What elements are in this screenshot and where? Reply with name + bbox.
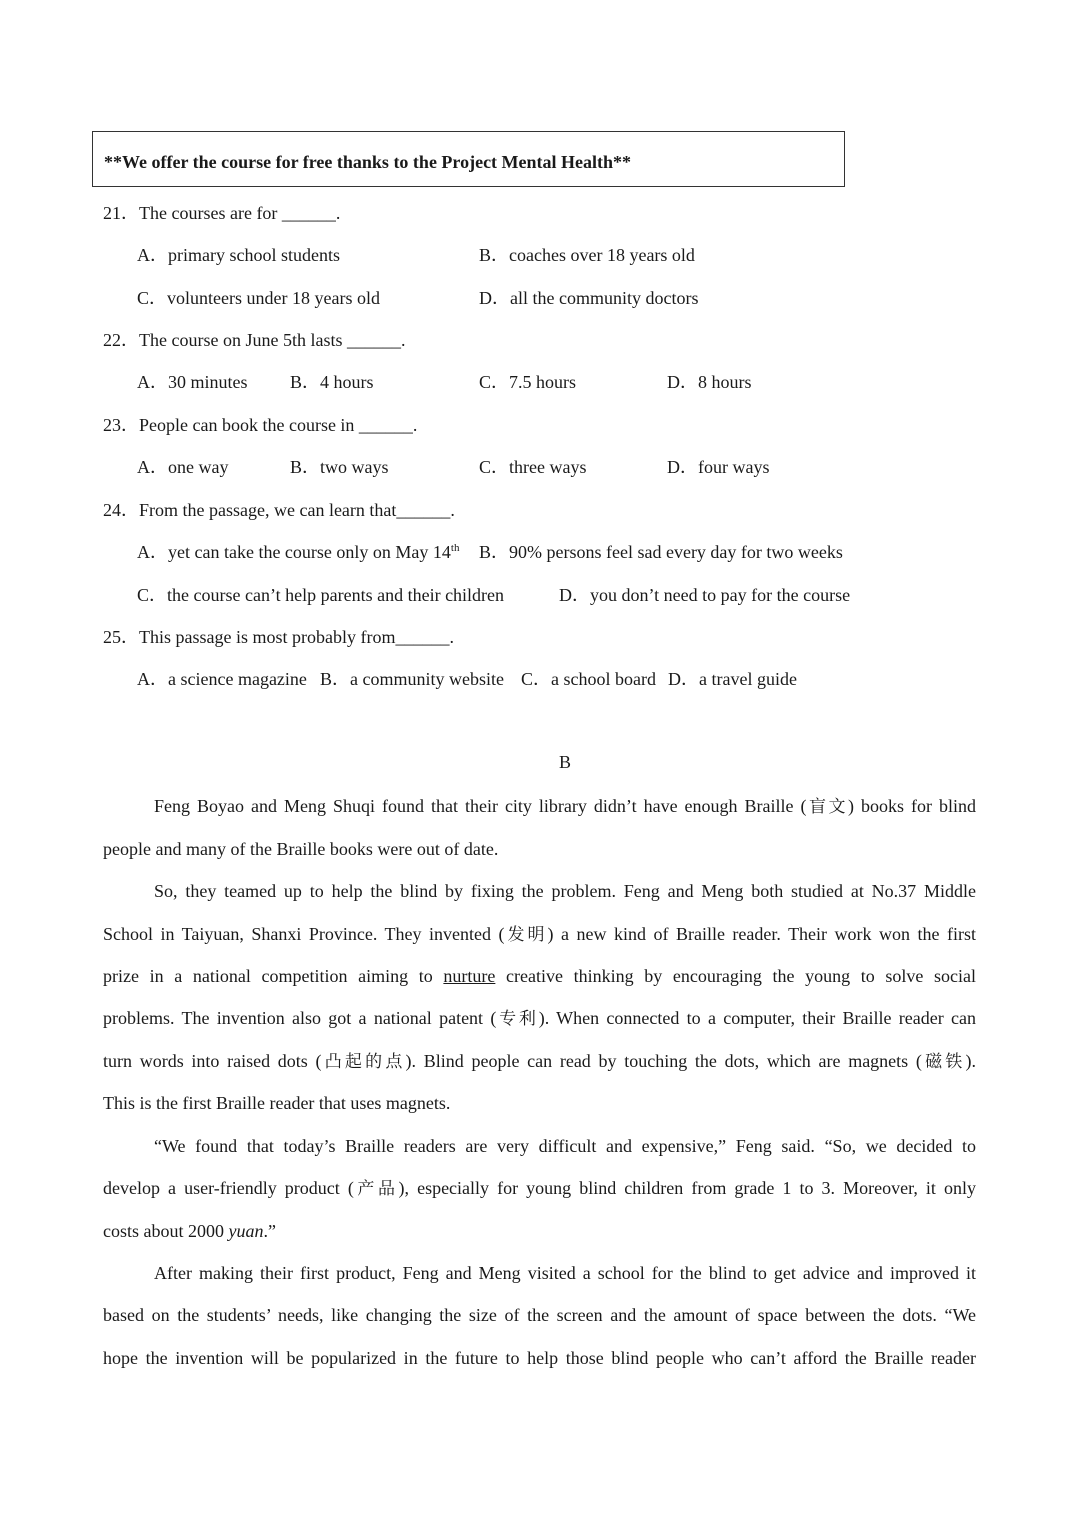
underlined-word: nurture bbox=[443, 966, 496, 986]
passage-line: After making their first product, Feng and Meng visited a school for the blind to get advice and improved it bbox=[154, 1263, 976, 1283]
q23-option-a[interactable]: A．one way bbox=[137, 457, 229, 477]
q21-option-a[interactable]: A．primary school students bbox=[137, 245, 340, 265]
q24-option-a-superscript: th bbox=[450, 542, 460, 554]
q22-option-a[interactable]: A．30 minutes bbox=[137, 372, 248, 392]
passage-line: prize in a national competition aiming to nurture creative thinking by encouraging the young to solve social bbox=[103, 966, 977, 986]
notice-box bbox=[92, 131, 845, 187]
question-22-stem: 22．The course on June 5th lasts ______. bbox=[103, 330, 406, 350]
q24-option-c[interactable]: C．the course can’t help parents and their children bbox=[137, 585, 505, 605]
q21-option-c[interactable]: C．volunteers under 18 years old bbox=[137, 288, 380, 308]
q25-option-a[interactable]: A．a science magazine bbox=[137, 669, 307, 689]
q22-option-b[interactable]: B．4 hours bbox=[290, 372, 374, 392]
q25-option-c[interactable]: C．a school board bbox=[521, 669, 656, 689]
passage-line: “We found that today’s Braille readers are very difficult and expensive,” Feng said. “So, we decided to bbox=[154, 1136, 976, 1156]
q21-option-b[interactable]: B．coaches over 18 years old bbox=[479, 245, 695, 265]
passage-line: based on the students’ needs, like changing the size of the screen and the amount of space between the dots. “We bbox=[103, 1305, 976, 1325]
notice-text: **We offer the course for free thanks to the Project Mental Health** bbox=[104, 152, 632, 172]
q25-option-b[interactable]: B．a community website bbox=[320, 669, 504, 689]
q21-option-d[interactable]: D．all the community doctors bbox=[479, 288, 699, 308]
q24-option-b[interactable]: B．90% persons feel sad every day for two weeks bbox=[479, 542, 843, 562]
q24-option-d[interactable]: D．you don’t need to pay for the course bbox=[559, 585, 851, 605]
question-21-stem: 21．The courses are for ______. bbox=[103, 203, 341, 223]
passage-line: people and many of the Braille books were out of date. bbox=[103, 839, 499, 859]
question-23-stem: 23．People can book the course in ______. bbox=[103, 415, 418, 435]
passage-line: This is the first Braille reader that uses magnets. bbox=[103, 1093, 451, 1113]
passage-line: problems. The invention also got a national patent (专利). When connected to a computer, their Braille reader can bbox=[103, 1008, 976, 1029]
section-title: B bbox=[558, 752, 571, 772]
q22-option-d[interactable]: D．8 hours bbox=[667, 372, 752, 392]
passage-line: So, they teamed up to help the blind by fixing the problem. Feng and Meng both studied at No.37 Middle bbox=[154, 881, 976, 901]
question-24-stem: 24．From the passage, we can learn that______. bbox=[103, 500, 455, 520]
question-25-stem: 25．This passage is most probably from______. bbox=[103, 627, 454, 647]
q24-option-a-text: A．yet can take the course only on May 14 bbox=[137, 542, 451, 562]
passage-line: Feng Boyao and Meng Shuqi found that their city library didn’t have enough Braille (盲文) books for blind bbox=[154, 796, 976, 817]
passage-line: develop a user-friendly product (产品), especially for young blind children from grade 1 to 3. Moreover, it only bbox=[103, 1178, 976, 1199]
passage-line: turn words into raised dots (凸起的点). Blind people can read by touching the dots, which are magnets (磁铁). bbox=[103, 1051, 977, 1072]
q22-option-c[interactable]: C．7.5 hours bbox=[479, 372, 577, 392]
q23-option-b[interactable]: B．two ways bbox=[290, 457, 389, 477]
passage-line: School in Taiyuan, Shanxi Province. They invented (发明) a new kind of Braille reader. Their work won the first bbox=[103, 924, 977, 945]
q23-option-c[interactable]: C．three ways bbox=[479, 457, 587, 477]
q24-option-a[interactable] bbox=[137, 540, 459, 564]
passage-line: hope the invention will be popularized in the future to help those blind people who can’t afford the Braille reader bbox=[103, 1348, 976, 1368]
q23-option-d[interactable]: D．four ways bbox=[667, 457, 770, 477]
q25-option-d[interactable]: D．a travel guide bbox=[668, 669, 797, 689]
passage-line: costs about 2000 yuan.” bbox=[103, 1221, 276, 1241]
